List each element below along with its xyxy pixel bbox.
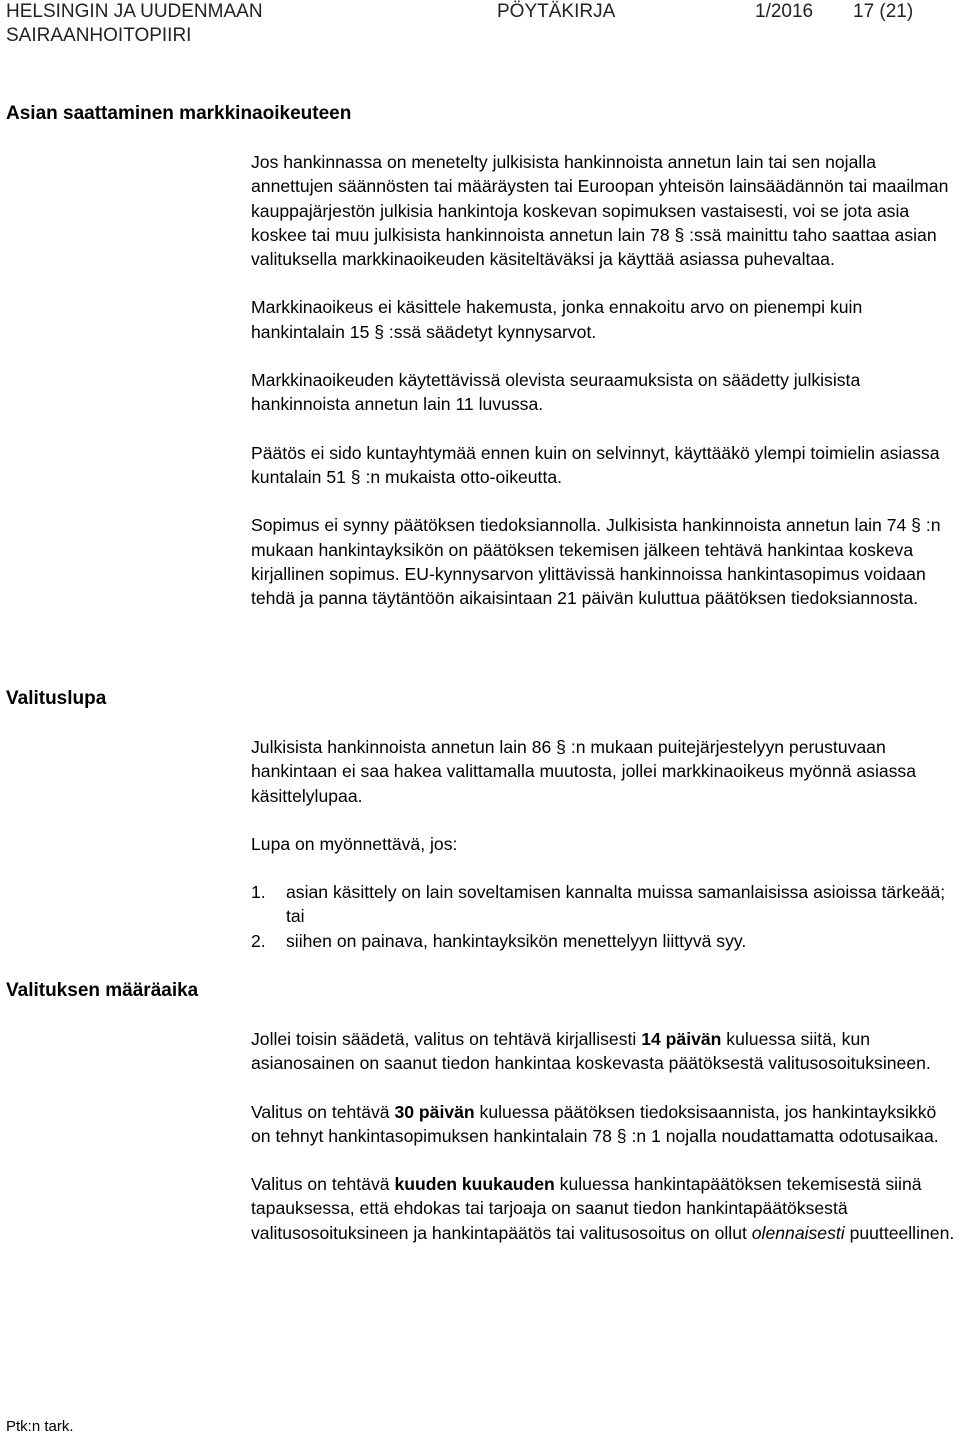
list-intro: Lupa on myönnettävä, jos: [251,833,458,854]
market-court-body [251,150,957,634]
paragraph: Päätös ei sido kuntayhtymää ennen kuin on selvinnyt, käyttääkö ylempi toimielin asiassa kuntalain 51 § :n mukaista otto-oikeutta. [251,442,940,487]
paragraph: Markkinaoikeuden käytettävissä olevista seuraamuksista on säädetty julkisista hankinnoista annetun lain 11 luvussa. [251,370,861,415]
text: Valitus on tehtävä [251,1174,390,1195]
list-item-text: asian käsittely on lain soveltamisen kannalta muissa samanlaisissa asioissa tärkeää; tai [286,882,946,927]
text: kuluessa päätöksen tiedoksisaannista, jos hankintayksikkö on tehnyt hankintasopimuksen hankintalain 78 § :n 1 nojalla noudattamatta odotusaikaa. [251,1101,939,1146]
paragraph: Jos hankinnassa on menetelty julkisista hankinnoista annetun lain tai sen nojalla annettujen säännösten tai määräysten tai Euroopan yhteisön lainsäädännön tai maailman kauppajärjestön julkisia hankintoja koskevan sopimuksen vastaisesti, voi se jota asia koskee tai muu julkisista hankinnoista annetun lain 78 § :ssä mainittu taho saattaa asian valituksella markkinaoikeuden käsiteltäväksi ja käyttää asiassa puhevaltaa. [251,152,949,270]
section-title-leave-to-appeal: Valituslupa [6,688,107,709]
organization-line-2: SAIRAANHOITOPIIRI [6,25,192,46]
paragraph [251,1027,957,1076]
deadline-emphasis: kuuden kuukauden [394,1174,555,1195]
section-title-market-court: Asian saattaminen markkinaoikeuteen [6,103,352,124]
paragraph [251,1172,957,1245]
list-item-text: siihen on painava, hankintayksikön menettelyyn liittyvä syy. [286,930,747,951]
paragraph: Markkinaoikeus ei käsittele hakemusta, jonka ennakoitu arvo on pienempi kuin hankintalain 15 § :ssä säädetyt kynnysarvot. [251,297,863,342]
section-title-appeal-period: Valituksen määräaika [6,980,199,1001]
list-item [251,880,957,929]
document-number: 1/2016 [755,1,814,22]
appeal-period-body [251,1027,957,1269]
list-item [251,929,957,953]
document-type: PÖYTÄKIRJA [497,1,616,22]
list-item-number: 1. [251,882,266,903]
paragraph: Sopimus ei synny päätöksen tiedoksiannolla. Julkisista hankinnoista annetun lain 74 § :n mukaan hankintayksikön on päätöksen tekemisen jälkeen tehtävä hankintaa koskeva kirjallinen sopimus. EU-kynnysarvon ylittävissä hankinnoissa hankintasopimus voidaan tehdä ja panna täytäntöön aikaisintaan 21 päivän kuluttua päätöksen tiedoksiannosta. [251,515,941,609]
minutes-checker-label: Ptk:n tark. [6,1418,74,1435]
deadline-emphasis: 14 päivän [641,1029,722,1049]
text: puutteellinen. [849,1222,955,1243]
text: kuluessa siitä, kun asianosainen on saanut tiedon hankintaa koskevasta päätöksestä valitusosoituksineen. [251,1029,931,1074]
organization-name [6,0,263,48]
italic-emphasis: olennaisesti [751,1222,845,1243]
paragraph: Julkisista hankinnoista annetun lain 86 § :n mukaan puitejärjestelyyn perustuvaan hankintaan ei saa hakea valittamalla muutosta, jollei markkinaoikeus myönnä asiassa käsittelylupaa. [251,737,917,806]
condition-list [251,880,957,953]
page-number: 17 (21) [853,1,914,22]
text: Valitus on tehtävä [251,1101,390,1122]
organization-line-1: HELSINGIN JA UUDENMAAN [6,1,263,22]
text: Jollei toisin säädetä, valitus on tehtävä kirjallisesti [251,1029,637,1049]
paragraph [251,1100,957,1149]
text: kuluessa hankintapäätöksen tekemisestä siinä tapauksessa, että ehdokas tai tarjoaja on saanut tiedon hankintapäätöksestä valitusosoituksineen ja hankintapäätös tai valitusosoitus on ollut [251,1174,922,1243]
leave-to-appeal-body [251,735,957,953]
deadline-emphasis: 30 päivän [394,1101,475,1122]
list-item-number: 2. [251,930,266,951]
